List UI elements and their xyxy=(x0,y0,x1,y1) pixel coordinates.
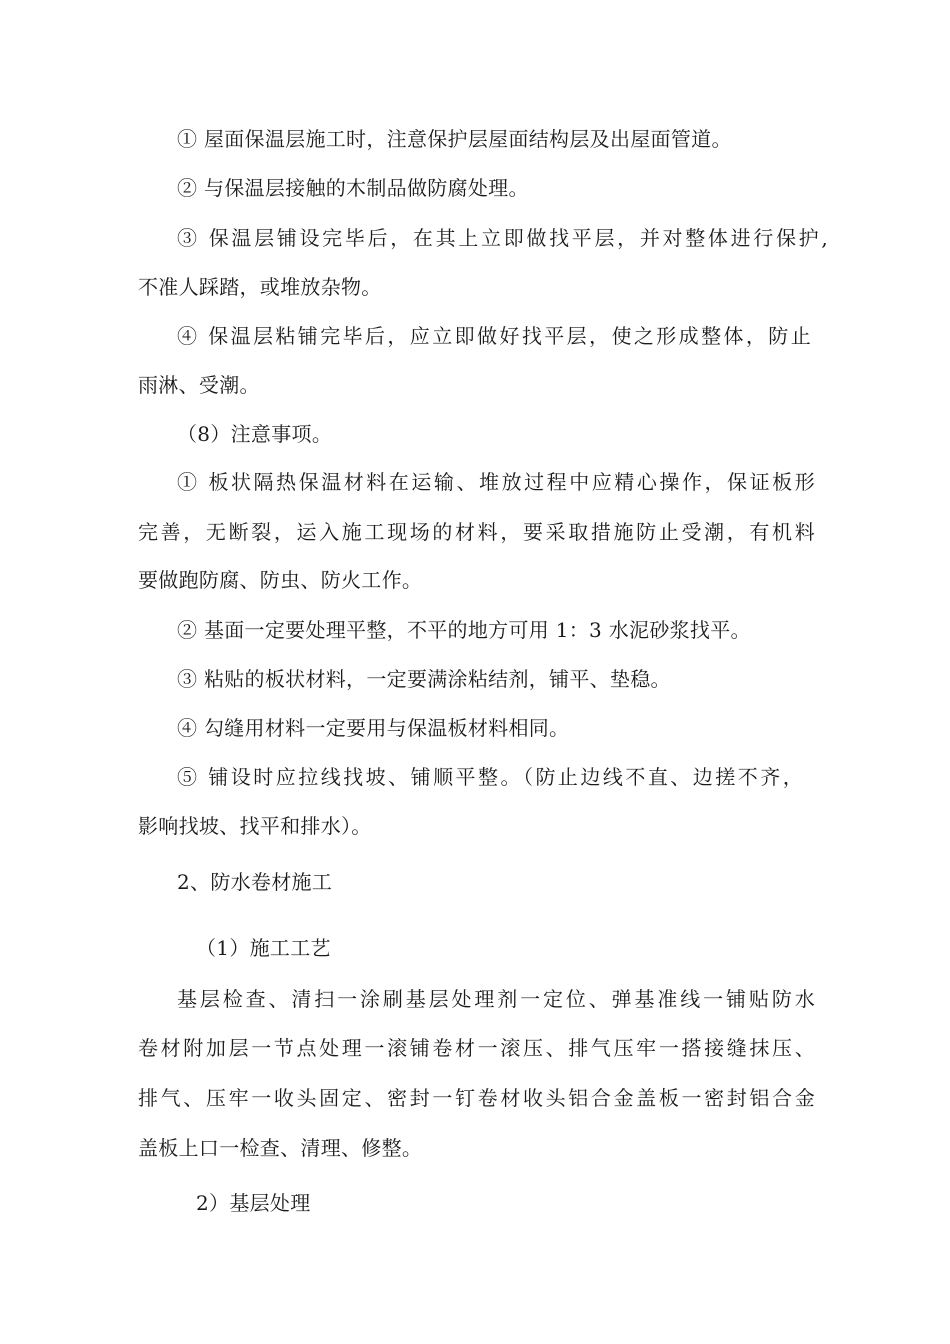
paragraph-line: ② 基面一定要处理平整，不平的地方可用 1：3 水泥砂浆找平。 xyxy=(177,618,751,642)
paragraph-line: 雨淋、受潮。 xyxy=(138,373,260,397)
section-heading: 2、防水卷材施工 xyxy=(177,870,333,894)
paragraph-line: 不准人踩踏，或堆放杂物。 xyxy=(138,275,382,299)
paragraph-line: 完善，无断裂，运入施工现场的材料，要采取措施防止受潮，有机料 xyxy=(138,520,815,544)
paragraph-line: ③ 保温层铺设完毕后，在其上立即做找平层，并对整体进行保护, xyxy=(177,226,828,250)
paragraph-line: 盖板上口一检查、清理、修整。 xyxy=(138,1136,423,1160)
paragraph-line: ② 与保温层接触的木制品做防腐处理。 xyxy=(177,176,529,200)
paragraph-line: ④ 保温层粘铺完毕后，应立即做好找平层，使之形成整体，防止 xyxy=(177,324,811,348)
paragraph-line: 卷材附加层一节点处理一滚铺卷材一滚压、排气压牢一搭接缝抹压、 xyxy=(138,1036,815,1060)
paragraph-line: ① 板状隔热保温材料在运输、堆放过程中应精心操作，保证板形 xyxy=(177,470,815,494)
paragraph-line: ① 屋面保温层施工时，注意保护层屋面结构层及出屋面管道。 xyxy=(177,127,732,151)
subsection-heading: （1）施工工艺 xyxy=(196,936,331,960)
subsection-heading: 2）基层处理 xyxy=(196,1191,311,1215)
paragraph-line: ③ 粘贴的板状材料，一定要满涂粘结剂，铺平、垫稳。 xyxy=(177,667,671,691)
paragraph-line: ④ 勾缝用材料一定要用与保温板材料相同。 xyxy=(177,716,570,740)
section-heading: （8）注意事项。 xyxy=(177,422,333,446)
paragraph-line: 要做跑防腐、防虫、防火工作。 xyxy=(138,568,423,592)
paragraph-line: ⑤ 铺设时应拉线找坡、铺顺平整。（防止边线不直、边搓不齐， xyxy=(177,765,803,789)
paragraph-line: 基层检查、清扫一涂刷基层处理剂一定位、弹基准线一铺贴防水 xyxy=(177,987,815,1011)
paragraph-line: 排气、压牢一收头固定、密封一钉卷材收头铝合金盖板一密封铝合金 xyxy=(138,1086,815,1110)
paragraph-line: 影响找坡、找平和排水）。 xyxy=(138,814,372,838)
